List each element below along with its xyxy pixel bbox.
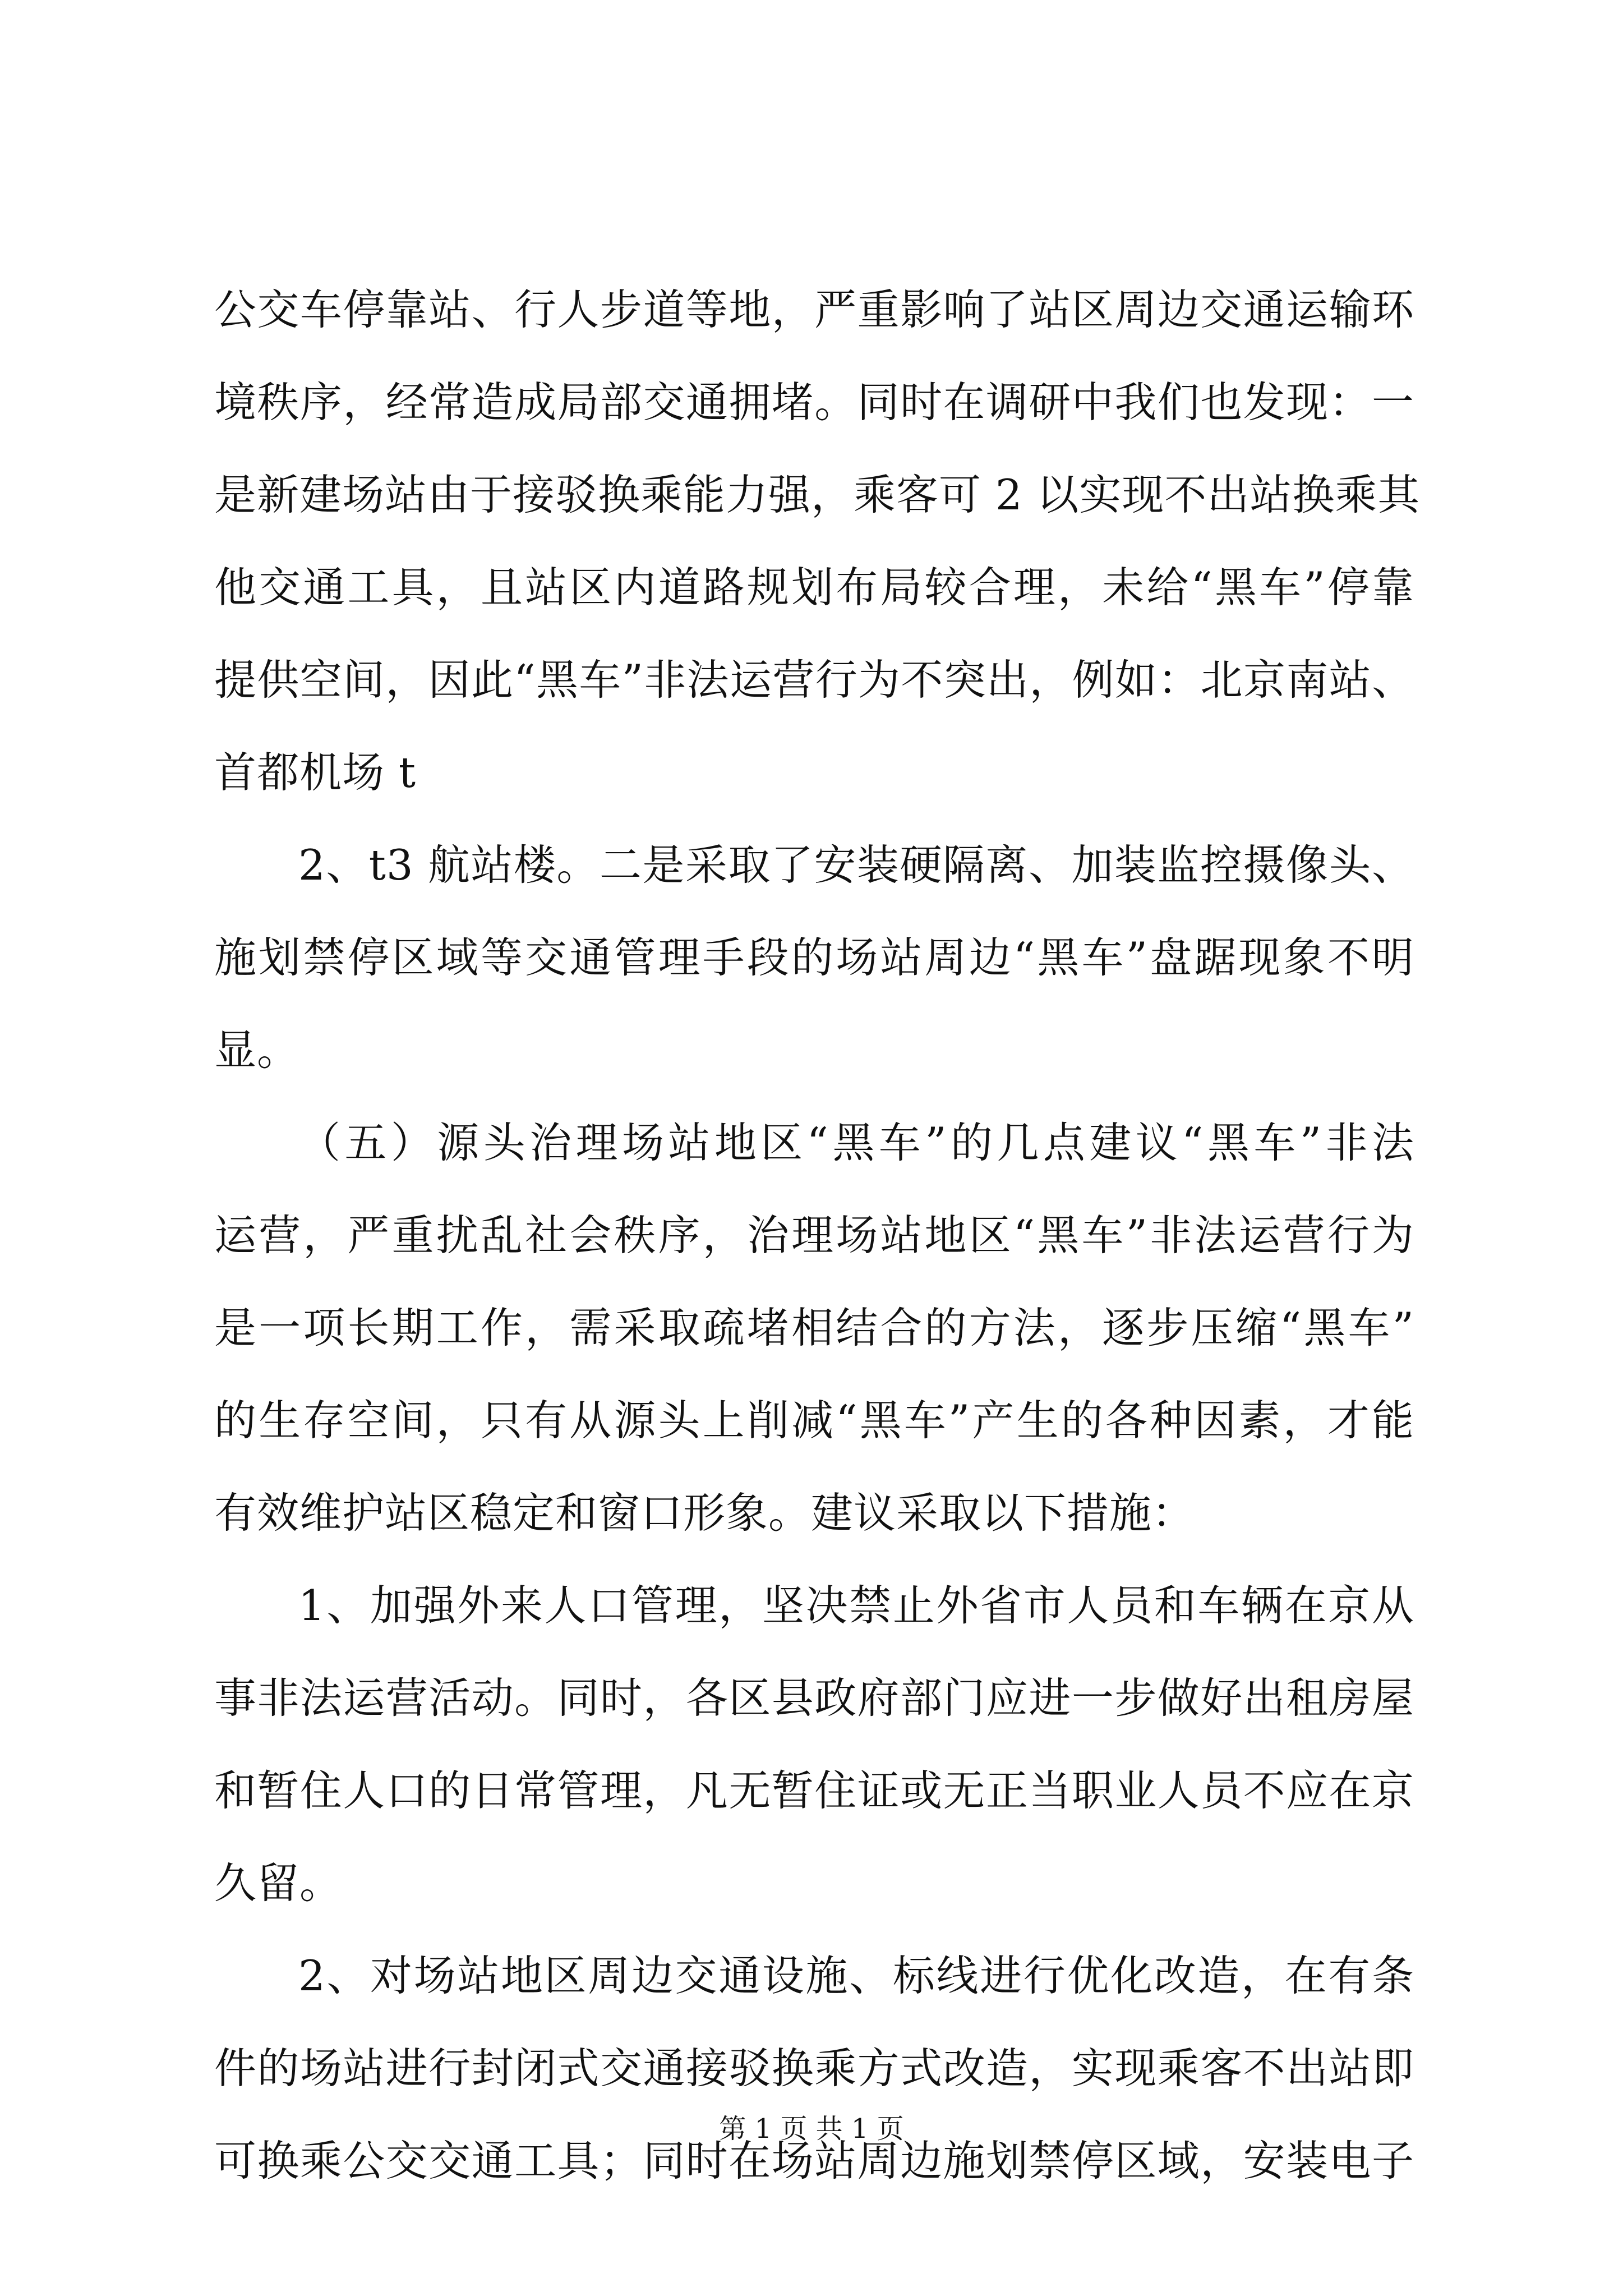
text-line: 公交车停靠站、行人步道等地，严重影响了站区周边交通运输环 [214,285,1414,334]
page-number-label: 第 1 页 共 1 页 [719,2113,904,2145]
text-line: 2、对场站地区周边交通设施、标线进行优化改造，在有条 [298,1951,1414,2000]
body-text [214,264,1421,2207]
text-line: 是新建场站由于接驳换乘能力强，乘客可 2 以实现不出站换乘其 [214,470,1421,519]
page-footer [0,2109,1623,2148]
text-line: 2、t3 航站楼。二是采取了安装硬隔离、加装监控摄像头、 [298,840,1414,890]
text-line: 境秩序，经常造成局部交通拥堵。同时在调研中我们也发现：一 [214,378,1414,427]
text-line: 件的场站进行封闭式交通接驳换乘方式改造，实现乘客不出站即 [214,2044,1414,2093]
text-line: 有效维护站区稳定和窗口形象。建议采取以下措施： [214,1488,1195,1538]
text-line: 的生存空间，只有从源头上削减“黑车”产生的各种因素，才能 [214,1396,1414,1445]
text-line: 是一项长期工作，需采取疏堵相结合的方法，逐步压缩“黑车” [214,1303,1414,1352]
text-line: 可换乘公交交通工具；同时在场站周边施划禁停区域，安装电子 [214,2136,1414,2185]
text-line: 显。 [214,1025,300,1075]
text-line: 久留。 [214,1858,343,1908]
text-line: 施划禁停区域等交通管理手段的场站周边“黑车”盘踞现象不明 [214,933,1414,982]
text-line: （五）源头治理场站地区“黑车”的几点建议“黑车”非法 [298,1118,1414,1167]
text-line: 1、加强外来人口管理，坚决禁止外省市人员和车辆在京从 [298,1581,1414,1630]
text-line: 和暂住人口的日常管理，凡无暂住证或无正当职业人员不应在京 [214,1766,1414,1815]
text-line: 事非法运营活动。同时，各区县政府部门应进一步做好出租房屋 [214,1673,1414,1723]
text-line: 他交通工具，且站区内道路规划布局较合理，未给“黑车”停靠 [214,563,1414,612]
text-line: 运营，严重扰乱社会秩序，治理场站地区“黑车”非法运营行为 [214,1211,1414,1260]
text-line: 提供空间，因此“黑车”非法运营行为不突出，例如：北京南站、 [214,655,1414,705]
text-line: 首都机场 t [214,748,416,797]
